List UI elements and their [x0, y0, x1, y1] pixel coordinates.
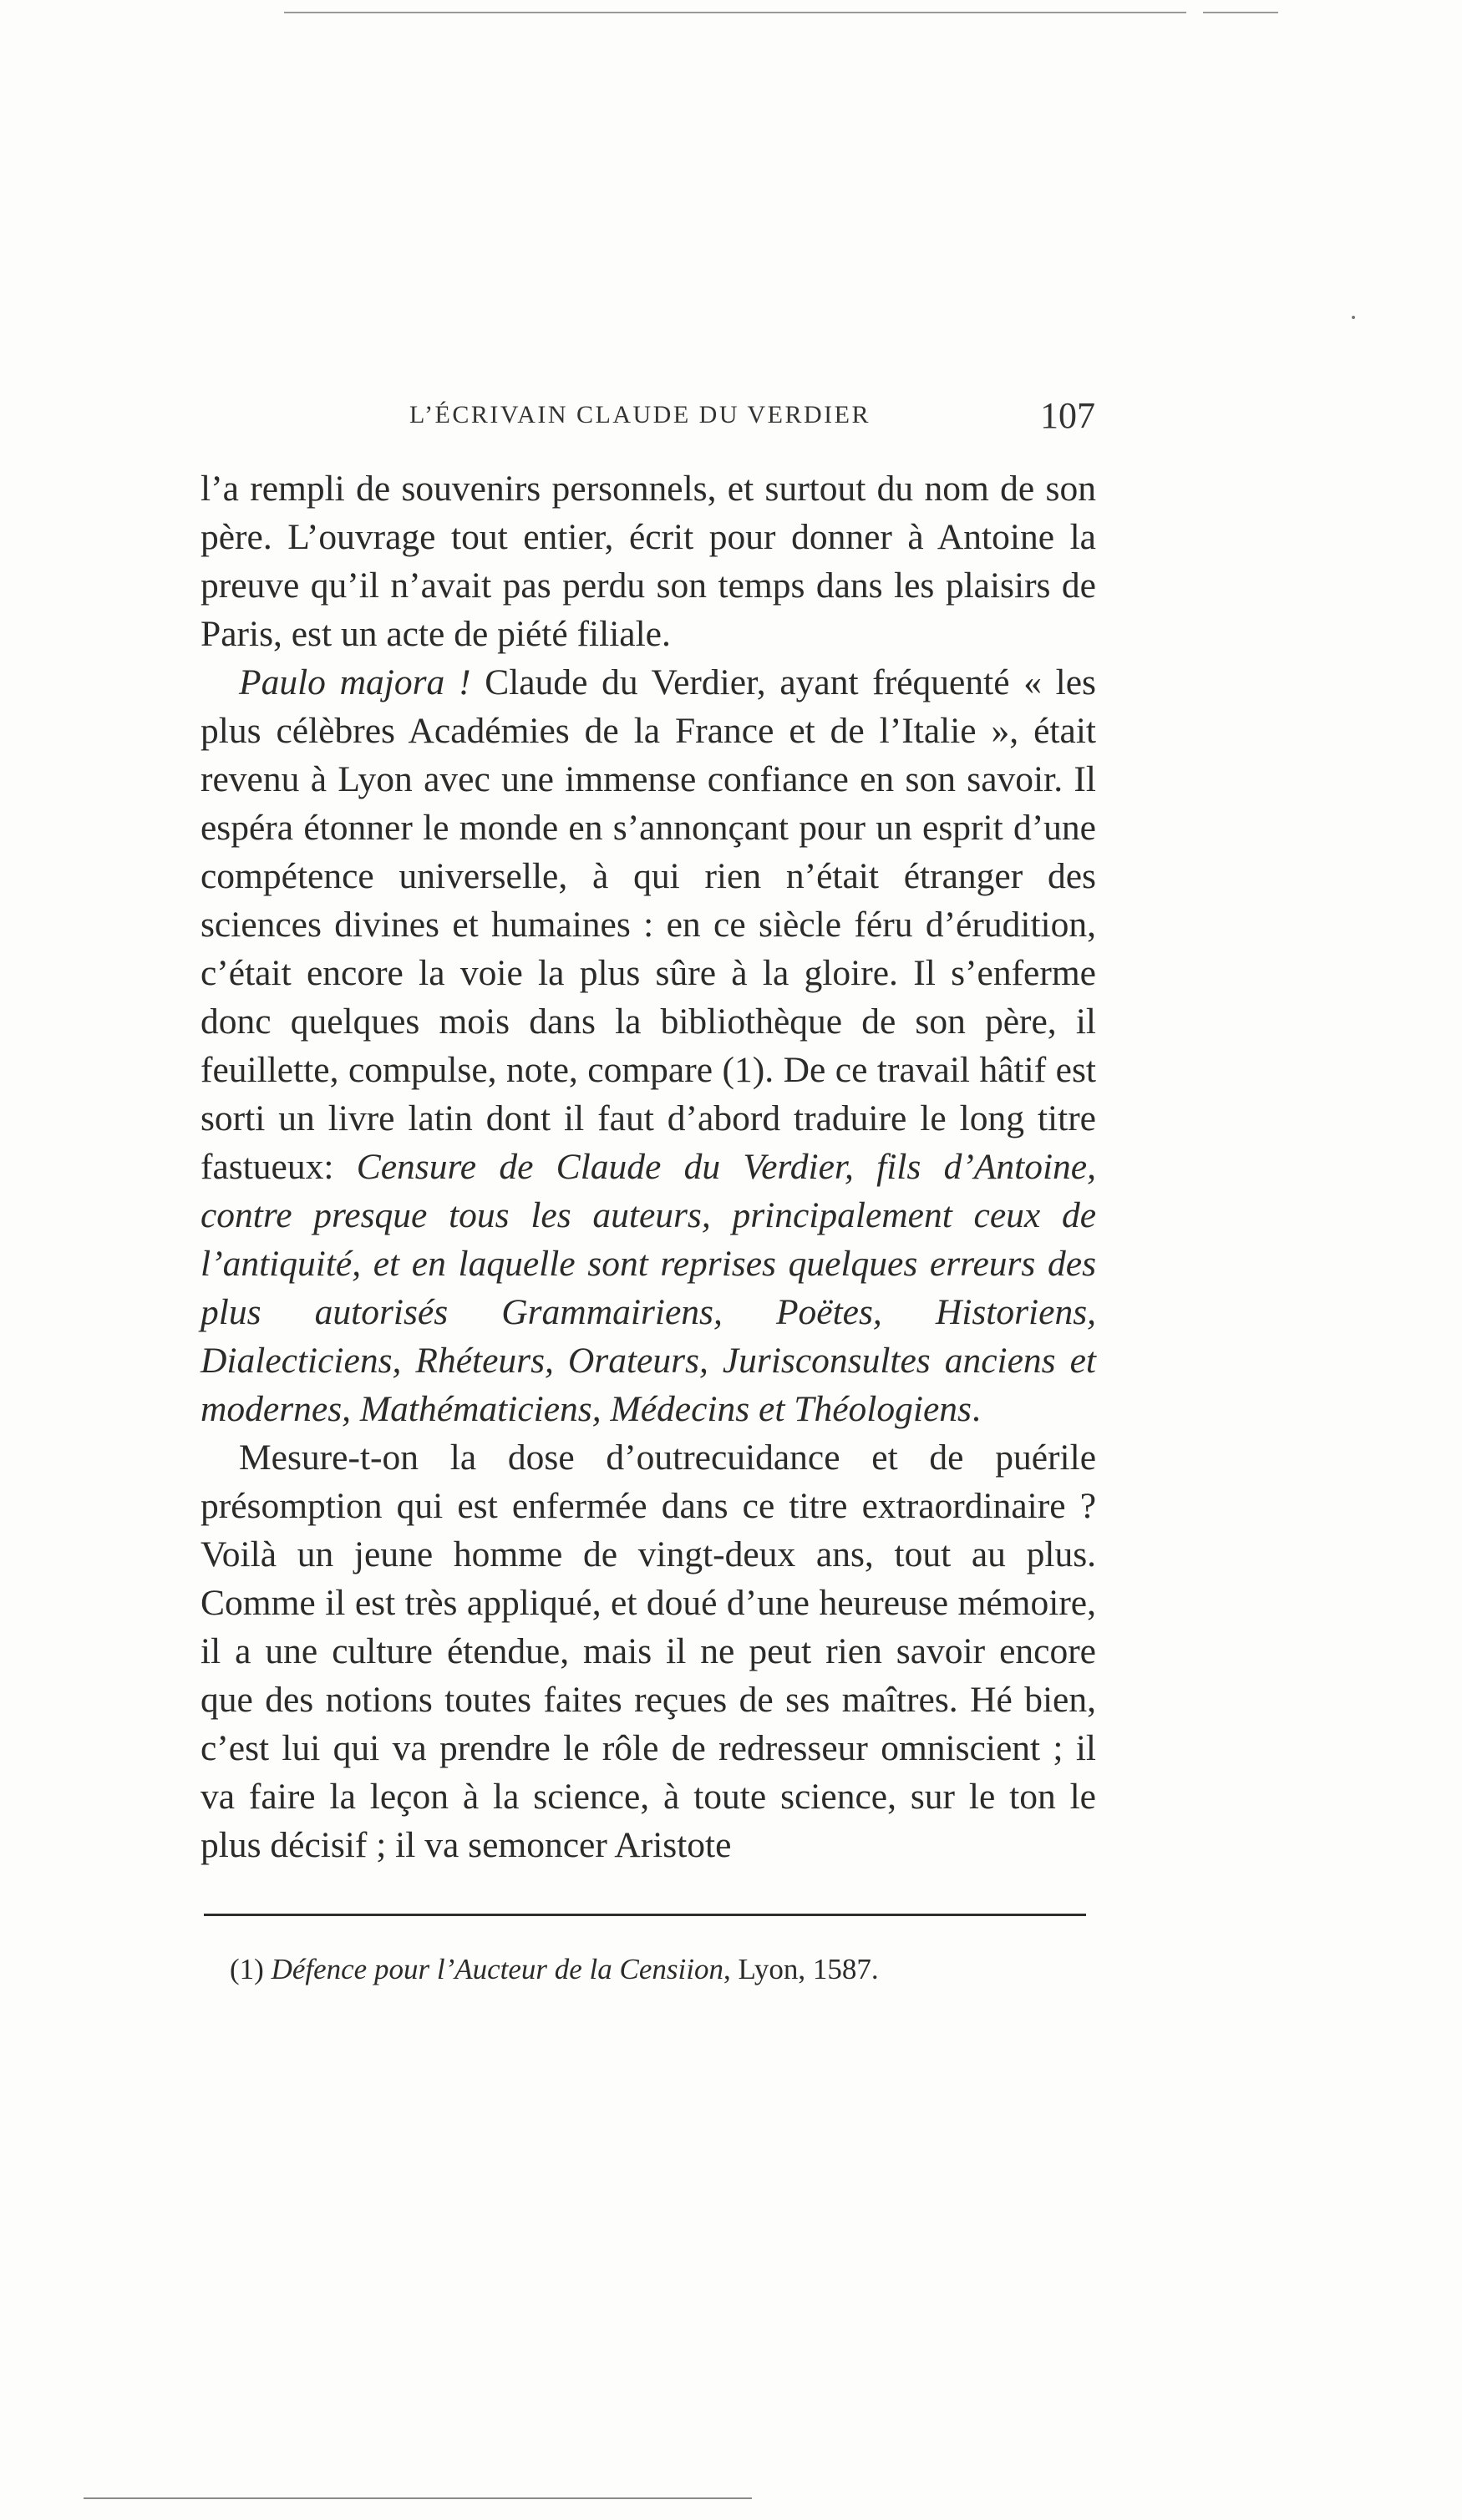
paragraph-2-text: Claude du Verdier, ayant fréquenté « les plus célèbres Académies de la France et de l’Italie », était revenu à Lyon avec une immense confiance en son savoir. Il espéra étonner le monde en s’annonçant pour un esprit d’une compétence universelle, à qui rien n’était étranger des sciences divines et humaines : en ce siècle féru d’érudition, c’était encore la voie la plus sûre à la gloire. Il s’enferme donc quelques mois dans la bibliothèque de son père, il feuillette, compulse, note, compare (1). De ce travail hâtif est sorti un livre latin dont il faut d’abord traduire le long titre fastueux: — [201, 662, 1096, 1187]
body-text — [201, 464, 1096, 1869]
book-title-italic: Censure de Claude du Verdier, fils d’Antoine, contre presque tous les auteurs, principalement ceux de l’antiquité, et en laquelle sont reprises quelques erreurs des plus autorisés Grammairiens, Poëtes, Historiens, Dialecticiens, Rhéteurs, Orateurs, Jurisconsultes anciens et modernes, Mathématiciens, Médecins et Théologiens — [201, 1147, 1096, 1429]
footnote-rule — [204, 1914, 1086, 1916]
footnote-marker: (1) — [230, 1953, 272, 1985]
paragraph-3: Mesure-t-on la dose d’outrecuidance et de puérile présomption qui est enfermée dans ce titre extraordinaire ? Voilà un jeune homme de vingt-deux ans, tout au plus. Comme il est très appliqué, et doué d’une heureuse mémoire, il a une culture étendue, mais il ne peut rien savoir encore que des notions toutes faites reçues de ses maîtres. Hé bien, c’est lui qui va prendre le rôle de redresseur omniscient ; il va faire la leçon à la science, à toute science, sur le ton le plus décisif ; il va semoncer Aristote — [201, 1437, 1096, 1865]
paragraph-2 — [201, 658, 1096, 1433]
top-scan-edge-right — [1203, 12, 1278, 13]
footnote-title: Défence pour l’Aucteur de la Censiion — [271, 1953, 723, 1985]
running-head: L’ÉCRIVAIN CLAUDE DU VERDIER — [409, 401, 871, 428]
scan-speck — [1352, 316, 1355, 319]
paragraph-2-italic-opening: Paulo majora ! — [239, 662, 471, 702]
top-scan-edge — [284, 12, 1186, 13]
paragraph-2-end: . — [971, 1389, 981, 1429]
paragraph-1: l’a rempli de souvenirs personnels, et surtout du nom de son père. L’ouvrage tout entier, écrit pour donner à Antoine la preuve qu’il n’avait pas perdu son temps dans les plaisirs de Paris, est un acte de piété filiale. — [201, 469, 1096, 654]
footnote-rest: , Lyon, 1587. — [723, 1953, 879, 1985]
page-number: 107 — [1040, 395, 1095, 436]
footnote — [230, 1950, 879, 1989]
bottom-scan-edge — [84, 2497, 752, 2499]
